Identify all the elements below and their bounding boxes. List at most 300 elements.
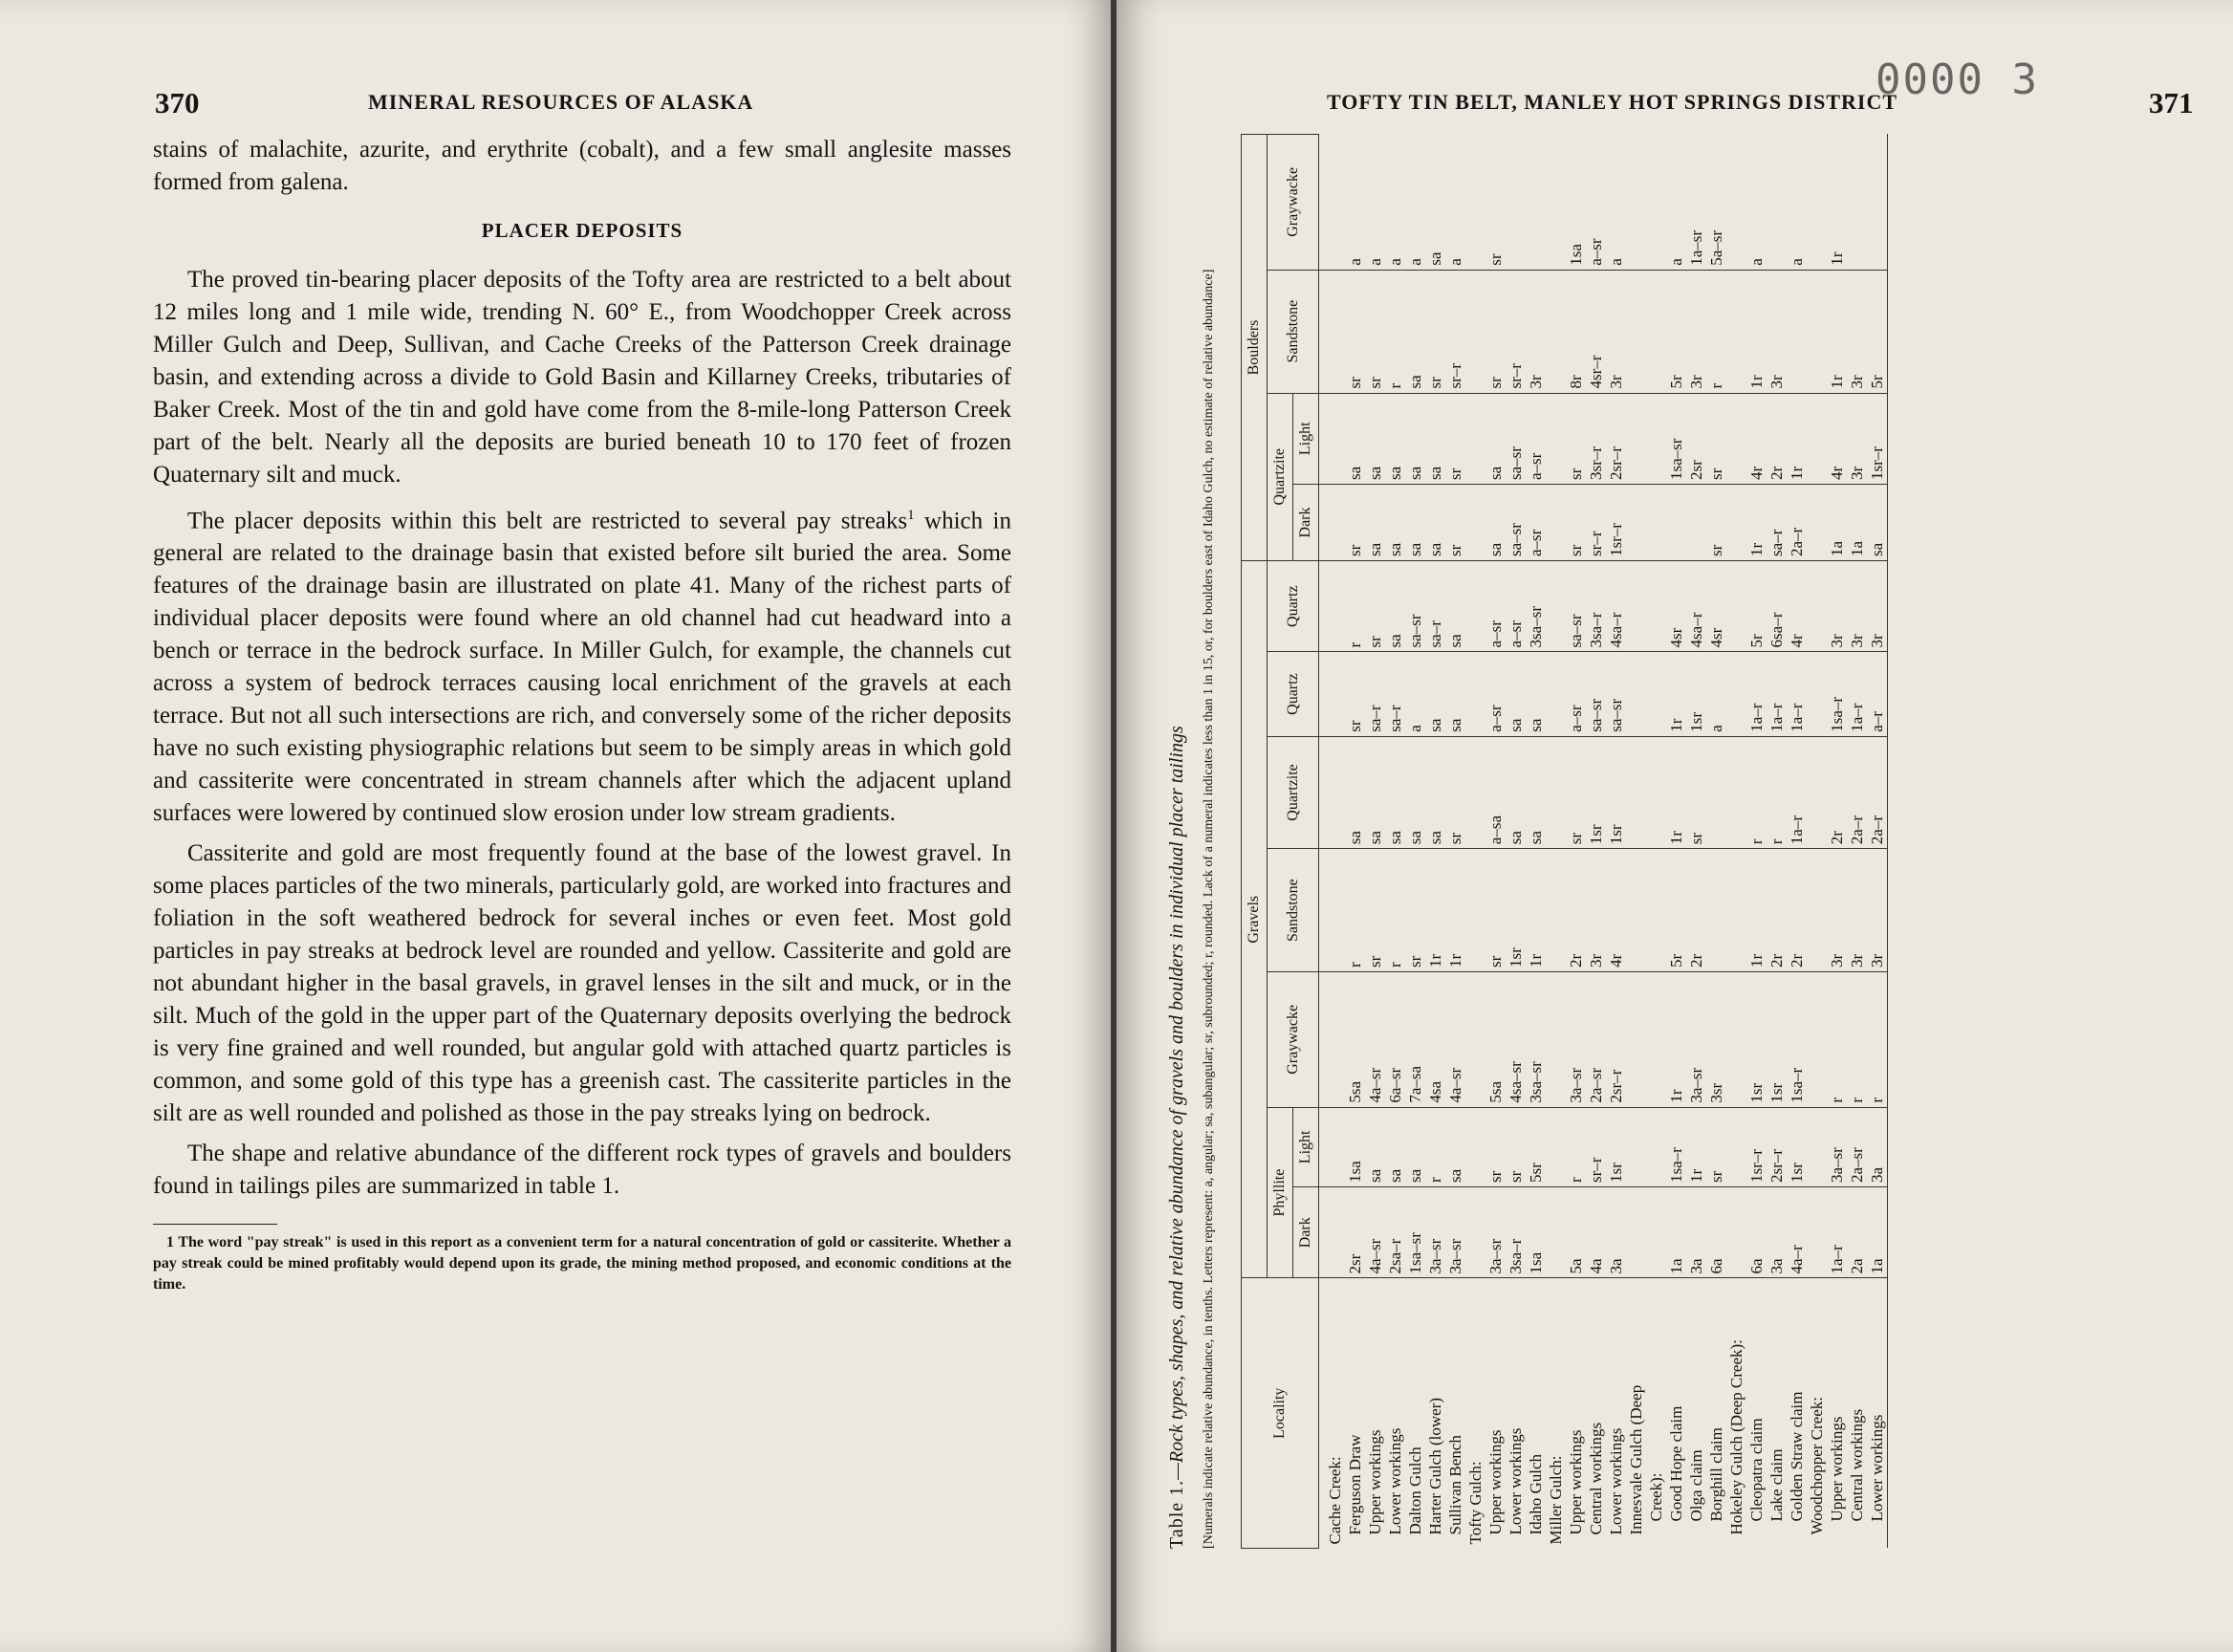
rock-types-table: [1241, 134, 1888, 1549]
value-cell: sr: [1365, 849, 1385, 972]
value-cell: sa: [1445, 652, 1465, 736]
value-cell: sa: [1485, 393, 1506, 484]
value-cell: sa: [1425, 135, 1445, 271]
value-cell: 3sa–r: [1506, 1187, 1526, 1278]
value-cell: r: [1706, 270, 1726, 393]
value-cell: sr: [1445, 485, 1465, 561]
header-boulder-graywacke: Graywacke: [1268, 135, 1319, 271]
value-cell: 1sa–r: [1827, 652, 1847, 736]
value-cell: 4r: [1746, 393, 1767, 484]
value-cell: [1546, 849, 1566, 972]
value-cell: sa: [1345, 736, 1365, 848]
table-row: [1405, 135, 1425, 1549]
value-cell: sr: [1445, 736, 1465, 848]
value-cell: 3r: [1847, 393, 1867, 484]
value-cell: sa: [1425, 393, 1445, 484]
left-page: [0, 0, 1111, 1652]
value-cell: sa: [1425, 736, 1445, 848]
value-cell: sa: [1385, 393, 1405, 484]
value-cell: sa: [1405, 1107, 1425, 1186]
value-cell: [1319, 560, 1346, 651]
value-cell: 1sa: [1345, 1107, 1365, 1186]
value-cell: 2r: [1767, 393, 1787, 484]
value-cell: sa: [1867, 485, 1888, 561]
value-cell: sr: [1485, 270, 1506, 393]
value-cell: [1319, 1187, 1346, 1278]
value-cell: 1sr: [1767, 972, 1787, 1108]
value-cell: [1319, 393, 1346, 484]
value-cell: 4a–sr: [1365, 972, 1385, 1108]
value-cell: 1sr–r: [1867, 393, 1888, 484]
locality-cell: Hokeley Gulch (Deep Creek):: [1727, 1339, 1745, 1535]
value-cell: 4a–r: [1787, 1187, 1807, 1278]
header-boulders: Boulders: [1242, 135, 1268, 561]
value-cell: 3r: [1867, 849, 1888, 972]
left-body-text: [153, 134, 1011, 1295]
value-cell: a–sr: [1485, 652, 1506, 736]
value-cell: [1319, 652, 1346, 736]
value-cell: [1847, 135, 1867, 271]
value-cell: 1sr–r: [1746, 1107, 1767, 1186]
value-cell: [1646, 1107, 1666, 1186]
value-cell: sa: [1405, 485, 1425, 561]
locality-cell: Golden Straw claim: [1788, 1391, 1806, 1522]
value-cell: sa–sr: [1586, 652, 1606, 736]
value-cell: [1646, 485, 1666, 561]
value-cell: [1726, 485, 1746, 561]
value-cell: [1666, 485, 1686, 561]
running-head-right: TOFTY TIN BELT, MANLEY HOT SPRINGS DISTRICT: [1327, 90, 1898, 114]
value-cell: 2r: [1566, 849, 1586, 972]
value-cell: sr: [1506, 1107, 1526, 1186]
value-cell: sa: [1385, 736, 1405, 848]
value-cell: [1546, 1107, 1566, 1186]
value-cell: [1646, 736, 1666, 848]
page-number-left: 370: [155, 86, 200, 120]
value-cell: sr: [1345, 652, 1365, 736]
value-cell: sr: [1425, 270, 1445, 393]
value-cell: 1a: [1847, 485, 1867, 561]
table-row: [1526, 135, 1546, 1549]
value-cell: [1319, 485, 1346, 561]
value-cell: [1807, 485, 1827, 561]
value-cell: [1626, 135, 1646, 271]
page-number-right: 371: [2149, 86, 2194, 120]
paragraph-2: [153, 499, 1011, 830]
value-cell: [1626, 560, 1646, 651]
value-cell: [1807, 972, 1827, 1108]
value-cell: 3r: [1827, 560, 1847, 651]
table-row: [1686, 135, 1706, 1549]
value-cell: a–sr: [1526, 485, 1546, 561]
locality-cell: Miller Gulch:: [1547, 1455, 1565, 1545]
table-row: [1787, 135, 1807, 1549]
locality-cell: Idaho Gulch: [1527, 1453, 1545, 1535]
header-phyllite: Phyllite: [1268, 1107, 1293, 1278]
value-cell: 5r: [1867, 270, 1888, 393]
value-cell: sa: [1506, 652, 1526, 736]
header-boulder-quartzite: Quartzite: [1268, 393, 1293, 560]
locality-cell: Good Hope claim: [1667, 1405, 1685, 1522]
value-cell: [1626, 270, 1646, 393]
locality-cell: Olga claim: [1687, 1449, 1705, 1522]
value-cell: a: [1787, 135, 1807, 271]
locality-cell: Tofty Gulch:: [1466, 1461, 1485, 1545]
value-cell: 1sa: [1526, 1187, 1546, 1278]
value-cell: 3a–sr: [1566, 972, 1586, 1108]
value-cell: [1506, 135, 1526, 271]
value-cell: [1867, 135, 1888, 271]
value-cell: 5a–sr: [1706, 135, 1726, 271]
value-cell: 6a: [1746, 1187, 1767, 1278]
value-cell: 4sr–r: [1586, 270, 1606, 393]
running-head-left: MINERAL RESOURCES OF ALASKA: [368, 90, 754, 114]
value-cell: a: [1666, 135, 1686, 271]
value-cell: sr: [1365, 270, 1385, 393]
table-row: [1726, 135, 1746, 1549]
value-cell: [1646, 270, 1666, 393]
section-heading: PLACER DEPOSITS: [481, 219, 683, 242]
value-cell: 3sa–r: [1586, 560, 1606, 651]
value-cell: 1r: [1445, 849, 1465, 972]
value-cell: 3r: [1586, 849, 1606, 972]
value-cell: [1465, 393, 1485, 484]
table-row: [1506, 135, 1526, 1549]
locality-cell: Cache Creek:: [1326, 1456, 1344, 1545]
value-cell: [1726, 393, 1746, 484]
header-light: Light: [1293, 1107, 1319, 1186]
value-cell: 1sr: [1586, 736, 1606, 848]
value-cell: [1726, 849, 1746, 972]
value-cell: r: [1867, 972, 1888, 1108]
value-cell: 1sr: [1506, 849, 1526, 972]
value-cell: 1sa–r: [1787, 972, 1807, 1108]
value-cell: sa: [1365, 393, 1385, 484]
value-cell: a: [1385, 135, 1405, 271]
table-row: [1566, 135, 1586, 1549]
value-cell: 2sr: [1686, 393, 1706, 484]
table-row: [1465, 135, 1485, 1549]
locality-cell: Cleopatra claim: [1747, 1418, 1766, 1522]
value-cell: sa: [1385, 1107, 1405, 1186]
value-cell: a–sr: [1566, 652, 1586, 736]
header-quartz: Quartz: [1268, 652, 1319, 736]
paragraph-3: Cassiterite and gold are most frequently found at the base of the lowest gravel. In some places particles of the two minerals, particularly gold, are worked into fractures and foliation in the soft weathered bedrock for several inches or even feet. Most gold particles in pay streaks at bedrock level are rounded and yellow. Cassiterite and gold are not abundant higher in the basal gravels, in gravel lenses in the silt and muck, or in the silt. Much of the gold in the upper part of the Quaternary deposits overlying the bedrock is very fine grained and well rounded, but angular gold with attached quartz particles is common, and some gold of this type has a greenish cast. The cassiterite particles in the silt are as well rounded and polished as those in the pay streaks lying on bedrock.: [153, 840, 1011, 1127]
value-cell: a: [1746, 135, 1767, 271]
value-cell: 8r: [1566, 270, 1586, 393]
value-cell: [1546, 652, 1566, 736]
value-cell: 6a: [1706, 1187, 1726, 1278]
value-cell: [1319, 736, 1346, 848]
value-cell: a: [1405, 652, 1425, 736]
value-cell: [1807, 560, 1827, 651]
value-cell: 1a: [1827, 485, 1847, 561]
value-cell: 3sa–sr: [1526, 972, 1546, 1108]
value-cell: 2sr–r: [1606, 972, 1626, 1108]
value-cell: [1807, 849, 1827, 972]
value-cell: 2r: [1767, 849, 1787, 972]
value-cell: 3a–sr: [1445, 1187, 1465, 1278]
value-cell: sr: [1706, 485, 1726, 561]
footnote-rule: [153, 1224, 277, 1225]
header-boulder-light: Light: [1293, 393, 1319, 484]
paragraph-2-b: which in general are related to the drainage basin that existed before silt buried the area. Some features of the drainage basin are illustrated on plate 41. Many of the richest parts of individual placer deposits were found where an old channel had cut headward into a bench or terrace in the bedrock surface. In Miller Gulch, for example, the channels cut across a system of bedrock terraces causing local enrichment of the gravels at each terrace. But not all such intersections are rich, and conversely some of the richer deposits have no such existing physiographic relations but seem to be simply areas in which gold and cassiterite were concentrated in stream channels after which the adjacent upland surfaces were lowered by continued slow erosion under low stream gradients.: [153, 508, 1011, 827]
value-cell: sr: [1686, 736, 1706, 848]
value-cell: [1465, 849, 1485, 972]
value-cell: [1646, 849, 1666, 972]
value-cell: r: [1566, 1107, 1586, 1186]
value-cell: a–sr: [1526, 393, 1546, 484]
value-cell: sr: [1445, 393, 1465, 484]
value-cell: 1sa–r: [1666, 1107, 1686, 1186]
value-cell: [1319, 972, 1346, 1108]
value-cell: sa: [1526, 736, 1546, 848]
value-cell: 1a–r: [1827, 1187, 1847, 1278]
value-cell: 1r: [1666, 972, 1686, 1108]
value-cell: [1807, 135, 1827, 271]
value-cell: sa: [1385, 560, 1405, 651]
value-cell: 5r: [1666, 849, 1686, 972]
value-cell: 1a: [1867, 1187, 1888, 1278]
value-cell: 4a–sr: [1365, 1187, 1385, 1278]
value-cell: 1r: [1746, 485, 1767, 561]
value-cell: [1546, 972, 1566, 1108]
value-cell: sa: [1425, 485, 1445, 561]
value-cell: sa–r: [1425, 560, 1445, 651]
locality-cell: Central workings: [1848, 1408, 1866, 1522]
value-cell: 3r: [1867, 560, 1888, 651]
value-cell: sr: [1405, 849, 1425, 972]
value-cell: a: [1706, 652, 1726, 736]
value-cell: 1r: [1686, 1107, 1706, 1186]
value-cell: [1465, 652, 1485, 736]
value-cell: 3a–sr: [1827, 1107, 1847, 1186]
value-cell: 2a–sr: [1586, 972, 1606, 1108]
value-cell: sa: [1345, 393, 1365, 484]
value-cell: [1546, 736, 1566, 848]
value-cell: 1sr: [1787, 1107, 1807, 1186]
value-cell: 4r: [1606, 849, 1626, 972]
table-body: [1319, 135, 1888, 1549]
value-cell: sr: [1566, 485, 1586, 561]
locality-cell: Lower workings: [1507, 1427, 1525, 1535]
value-cell: 3r: [1606, 270, 1626, 393]
value-cell: [1546, 1187, 1566, 1278]
value-cell: [1646, 560, 1666, 651]
header-boulder-quartz: Quartz: [1268, 560, 1319, 651]
value-cell: 2r: [1686, 849, 1706, 972]
value-cell: 1sa–sr: [1405, 1187, 1425, 1278]
value-cell: 1a–r: [1746, 652, 1767, 736]
value-cell: [1726, 652, 1746, 736]
value-cell: sr–r: [1586, 1107, 1606, 1186]
value-cell: 4sa–sr: [1506, 972, 1526, 1108]
value-cell: 3a–sr: [1485, 1187, 1506, 1278]
value-cell: sa–r: [1365, 652, 1385, 736]
value-cell: sa–r: [1385, 652, 1405, 736]
value-cell: [1686, 485, 1706, 561]
paragraph-4: The shape and relative abundance of the different rock types of gravels and boulders found in tailings piles are summarized in table 1.: [153, 1141, 1011, 1200]
value-cell: 4sr: [1706, 560, 1726, 651]
value-cell: 3r: [1767, 270, 1787, 393]
value-cell: 4sa: [1425, 972, 1445, 1108]
value-cell: [1807, 1107, 1827, 1186]
value-cell: 1a–r: [1787, 652, 1807, 736]
value-cell: a–sr: [1506, 560, 1526, 651]
value-cell: [1726, 270, 1746, 393]
value-cell: a: [1345, 135, 1365, 271]
table-label: Table 1.: [1166, 1479, 1187, 1549]
value-cell: r: [1827, 972, 1847, 1108]
value-cell: sr: [1365, 560, 1385, 651]
paragraph-1: The proved tin-bearing placer deposits of the Tofty area are restricted to a belt about 12 miles long and 1 mile wide, trending N. 60° E., from Woodchopper Creek across Miller Gulch and Deep, Sullivan, and Cache Creeks of the Patterson Creek drainage basin, and extending across a divide to Gold Basin and Killarney Creeks, tributaries of Baker Creek. Most of the tin and gold have come from the 8-mile-long Patterson Creek part of the belt. Nearly all the deposits are buried beneath 10 to 170 feet of frozen Quaternary silt and muck.: [153, 267, 1011, 488]
value-cell: 2sr–r: [1767, 1107, 1787, 1186]
locality-cell: Dalton Gulch: [1406, 1446, 1424, 1535]
value-cell: a–sr: [1485, 560, 1506, 651]
value-cell: [1626, 1107, 1646, 1186]
value-cell: a–sa: [1485, 736, 1506, 848]
table-row: [1746, 135, 1767, 1549]
locality-cell: Lower workings: [1607, 1427, 1625, 1535]
locality-cell: Lake claim: [1767, 1448, 1786, 1522]
header-boulder-sandstone: Sandstone: [1268, 270, 1319, 393]
table-row: [1586, 135, 1606, 1549]
value-cell: 4a–sr: [1445, 972, 1465, 1108]
value-cell: sr–r: [1445, 270, 1465, 393]
value-cell: 3r: [1827, 849, 1847, 972]
locality-cell: Lower workings: [1868, 1414, 1886, 1522]
value-cell: [1726, 972, 1746, 1108]
value-cell: 2a–sr: [1847, 1107, 1867, 1186]
value-cell: sr–r: [1586, 485, 1606, 561]
value-cell: 5sr: [1526, 1107, 1546, 1186]
value-cell: [1465, 135, 1485, 271]
value-cell: 2sr–r: [1606, 393, 1626, 484]
value-cell: 3sr–r: [1586, 393, 1606, 484]
value-cell: [1626, 652, 1646, 736]
value-cell: [1807, 270, 1827, 393]
value-cell: 1a–sr: [1686, 135, 1706, 271]
value-cell: [1807, 736, 1827, 848]
value-cell: r: [1746, 736, 1767, 848]
value-cell: 1sa–sr: [1666, 393, 1686, 484]
table-title-text: —Rock types, shapes, and relative abundance of gravels and boulders in individual placer tailings: [1166, 726, 1187, 1480]
value-cell: [1546, 135, 1566, 271]
table-row: [1485, 135, 1506, 1549]
value-cell: [1646, 972, 1666, 1108]
table-row: [1546, 135, 1566, 1549]
value-cell: 1r: [1526, 849, 1546, 972]
locality-cell: Lower workings: [1386, 1427, 1404, 1535]
value-cell: [1626, 393, 1646, 484]
value-cell: sr: [1485, 135, 1506, 271]
value-cell: [1626, 736, 1646, 848]
locality-cell: Harter Gulch (lower): [1426, 1398, 1444, 1535]
value-cell: 1sr–r: [1606, 485, 1626, 561]
value-cell: 5sa: [1345, 972, 1365, 1108]
value-cell: sa: [1506, 736, 1526, 848]
value-cell: 3r: [1847, 849, 1867, 972]
value-cell: sr–r: [1506, 270, 1526, 393]
value-cell: r: [1345, 560, 1365, 651]
value-cell: sa: [1445, 560, 1465, 651]
header-locality: Locality: [1242, 1278, 1319, 1549]
value-cell: a: [1365, 135, 1385, 271]
value-cell: [1465, 736, 1485, 848]
locality-cell: Central workings: [1587, 1422, 1605, 1535]
value-cell: [1706, 736, 1726, 848]
value-cell: 4r: [1787, 560, 1807, 651]
value-cell: sa: [1405, 736, 1425, 848]
value-cell: 4sa–r: [1606, 560, 1626, 651]
table-row: [1767, 135, 1787, 1549]
value-cell: 3r: [1526, 270, 1546, 393]
value-cell: [1706, 849, 1726, 972]
value-cell: 1sr: [1606, 1107, 1626, 1186]
value-cell: [1319, 135, 1346, 271]
value-cell: a–r: [1867, 652, 1888, 736]
value-cell: r: [1345, 849, 1365, 972]
value-cell: sa: [1405, 393, 1425, 484]
value-cell: 1a: [1666, 1187, 1686, 1278]
locality-cell: Woodchopper Creek:: [1808, 1397, 1826, 1535]
value-cell: [1465, 485, 1485, 561]
value-cell: [1465, 972, 1485, 1108]
value-cell: [1726, 1107, 1746, 1186]
table-row: [1646, 135, 1666, 1549]
value-cell: 5sa: [1485, 972, 1506, 1108]
value-cell: 2a: [1847, 1187, 1867, 1278]
header-dark: Dark: [1293, 1187, 1319, 1278]
value-cell: [1546, 560, 1566, 651]
value-cell: sa–sr: [1506, 393, 1526, 484]
value-cell: sa: [1365, 1107, 1385, 1186]
value-cell: 1sr: [1686, 652, 1706, 736]
value-cell: sa: [1385, 485, 1405, 561]
value-cell: 6sa–r: [1767, 560, 1787, 651]
value-cell: 4sa–r: [1686, 560, 1706, 651]
value-cell: [1526, 135, 1546, 271]
header-sandstone: Sandstone: [1268, 849, 1319, 972]
value-cell: 1r: [1666, 652, 1686, 736]
value-cell: sr: [1566, 393, 1586, 484]
value-cell: [1807, 652, 1827, 736]
value-cell: sr: [1345, 270, 1365, 393]
value-cell: a: [1405, 135, 1425, 271]
value-cell: a–sr: [1586, 135, 1606, 271]
value-cell: sa: [1425, 652, 1445, 736]
value-cell: 2a–r: [1867, 736, 1888, 848]
value-cell: [1646, 1187, 1666, 1278]
locality-cell: Ferguson Draw: [1346, 1434, 1364, 1535]
value-cell: 2r: [1827, 736, 1847, 848]
footnote: 1 The word "pay streak" is used in this report as a convenient term for a natural concentration of gold or cassiterite. Whether a pay streak could be mined profitably would depend upon its grade, the mining method proposed, and economic conditions at the time.: [153, 1234, 1011, 1293]
value-cell: 3a: [1686, 1187, 1706, 1278]
table-row: [1827, 135, 1847, 1549]
value-cell: 3a–sr: [1425, 1187, 1445, 1278]
value-cell: 3a: [1606, 1187, 1626, 1278]
table-row: [1445, 135, 1465, 1549]
value-cell: r: [1425, 1107, 1445, 1186]
value-cell: [1626, 1187, 1646, 1278]
value-cell: 3r: [1847, 270, 1867, 393]
value-cell: [1319, 849, 1346, 972]
footnote-ref: 1: [907, 508, 915, 523]
value-cell: [1319, 270, 1346, 393]
value-cell: [1807, 393, 1827, 484]
table-note: [Numerals indicate relative abundance, in tenths. Letters represent: a, angular; sa, subangular; sr, subrounded; r, rounded. Lack of a numeral indicates less than 1 in 15, or, for boulders east of Idaho Gulch, no estimate of relative abundance]: [1202, 269, 1216, 1549]
value-cell: 6a–sr: [1385, 972, 1405, 1108]
